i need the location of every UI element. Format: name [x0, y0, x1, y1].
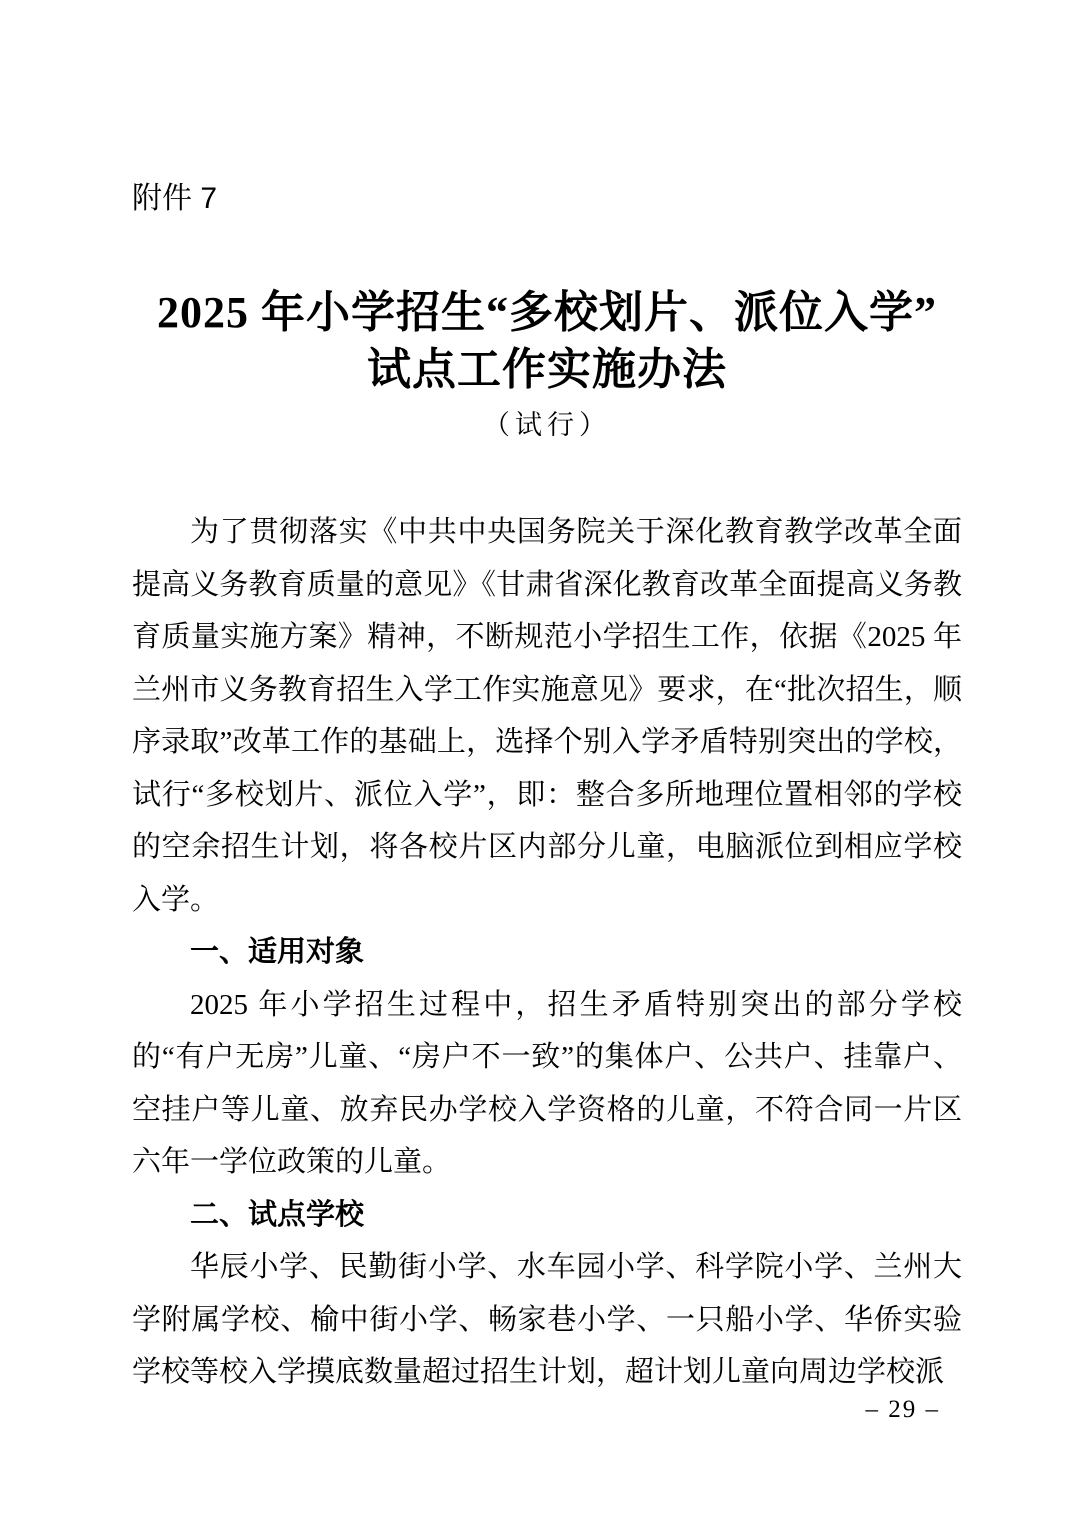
document-title — [132, 284, 962, 398]
page-number: – 29 – — [865, 1396, 940, 1423]
section-body-applicable-targets: 2025 年小学招生过程中，招生矛盾特别突出的部分学校的“有户无房”儿童、“房户不一致”的集体户、公共户、挂靠户、空挂户等儿童、放弃民办学校入学资格的儿童，不符合同一片区六年一学位政策的儿童。 — [132, 988, 962, 1178]
document-content — [132, 0, 962, 1399]
section-heading-pilot-schools: 二、试点学校 — [190, 1198, 365, 1231]
section-body-pilot-schools: 华辰小学、民勤街小学、水车园小学、科学院小学、兰州大学附属学校、榆中街小学、畅家巷小学、一只船小学、华侨实验学校等校入学摸底数量超过招生计划，超计划儿童向周边学校派 — [132, 1251, 962, 1388]
document-title-line2: 试点工作实施办法 — [367, 345, 727, 394]
document-subtitle: （试行） — [483, 410, 611, 440]
document-title-line1: 2025 年小学招生“多校划片、派位入学” — [157, 288, 937, 337]
section-heading-applicable-targets: 一、适用对象 — [190, 936, 365, 968]
intro-paragraph: 为了贯彻落实《中共中央国务院关于深化教育教学改革全面提高义务教育质量的意见》《甘肃省深化教育改革全面提高义务教育质量实施方案》精神，不断规范小学招生工作，依据《2025 年兰州市义务教育招生入学工作实施意见》要求，在“批次招生，顺序录取”改革工作的基础上，选择个别入学矛盾特别突出的学校，试行“多校划片、派位入学”，即：整合多所地理位置相邻的学校的空余招生计划，将各校片区内部分儿童，电脑派位到相应学校入学。 — [132, 516, 962, 916]
attachment-label: 附件 7 — [132, 182, 218, 215]
